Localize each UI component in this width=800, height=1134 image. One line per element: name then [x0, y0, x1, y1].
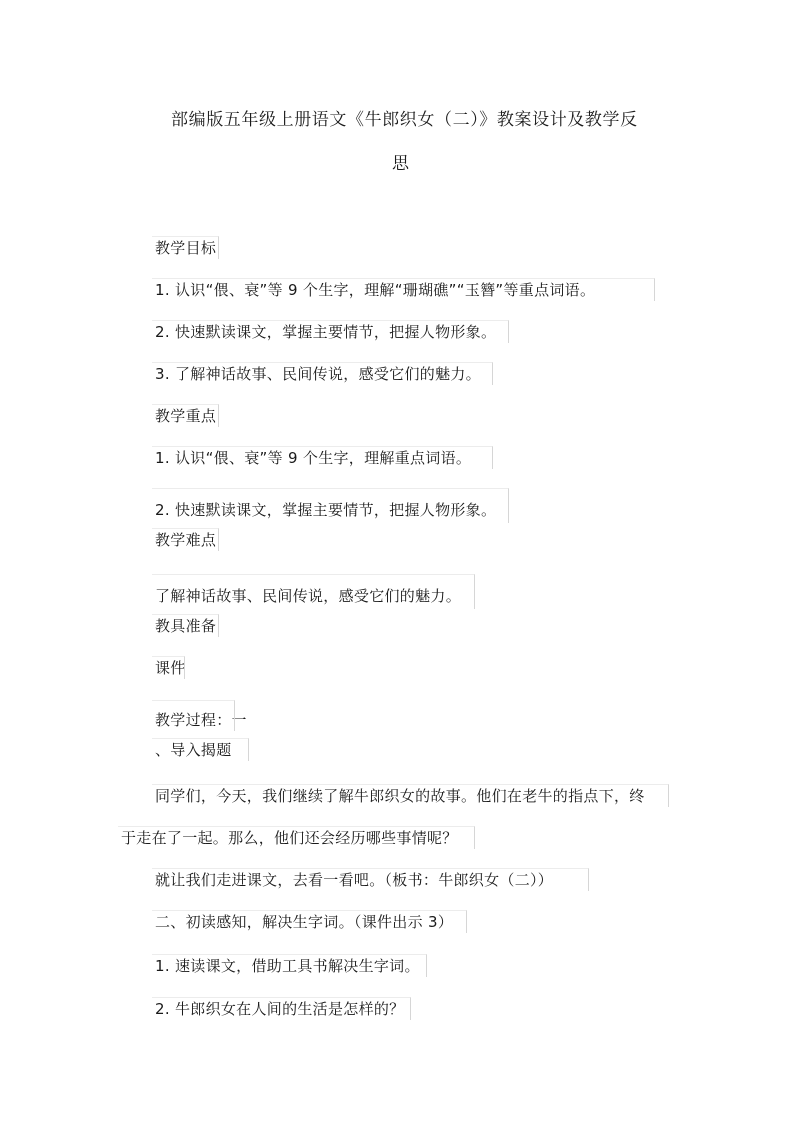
key-points-heading: 教学重点 [155, 407, 217, 425]
key-point-item-1: 1. 认识“偎、衰”等 9 个生字，理解重点词语。 [155, 449, 472, 467]
doc-title-line-1: 部编版五年级上册语文《牛郎织女（二）》教案设计及教学反 [171, 110, 638, 130]
goal-item-3: 3. 了解神话故事、民间传说，感受它们的魅力。 [155, 365, 481, 383]
step-1-paragraph-c: 就让我们走进课文，去看一看吧。（板书：牛郎织女（二）） [155, 871, 554, 889]
step-1-paragraph-b: 于走在了一起。那么，他们还会经历哪些事情呢？ [121, 829, 458, 847]
goal-item-2: 2. 快速默读课文，掌握主要情节，把握人物形象。 [155, 323, 497, 341]
step-2-heading: 二、初读感知，解决生字词。（课件出示 3） [155, 913, 454, 931]
key-point-item-2: 2. 快速默读课文，掌握主要情节，把握人物形象。 [155, 501, 497, 519]
teaching-aids-item: 课件 [155, 659, 186, 677]
doc-title-line-2: 思 [392, 154, 410, 174]
step-1-heading: 、导入揭题 [155, 741, 232, 759]
step-2-item-2: 2. 牛郎织女在人间的生活是怎样的？ [155, 1000, 405, 1018]
step-1-paragraph-a: 同学们，今天，我们继续了解牛郎织女的故事。他们在老牛的指点下，终 [155, 787, 645, 805]
teaching-process-heading: 教学过程：一 [155, 711, 247, 729]
difficult-points-heading: 教学难点 [155, 531, 217, 549]
difficult-point-item-1: 了解神话故事、民间传说，感受它们的魅力。 [155, 587, 462, 605]
teaching-aids-heading: 教具准备 [155, 617, 217, 635]
goal-item-1: 1. 认识“偎、衰”等 9 个生字，理解“珊瑚礁”“玉簪”等重点词语。 [155, 281, 596, 299]
goals-heading: 教学目标 [155, 239, 217, 257]
step-2-item-1: 1. 速读课文，借助工具书解决生字词。 [155, 957, 420, 975]
